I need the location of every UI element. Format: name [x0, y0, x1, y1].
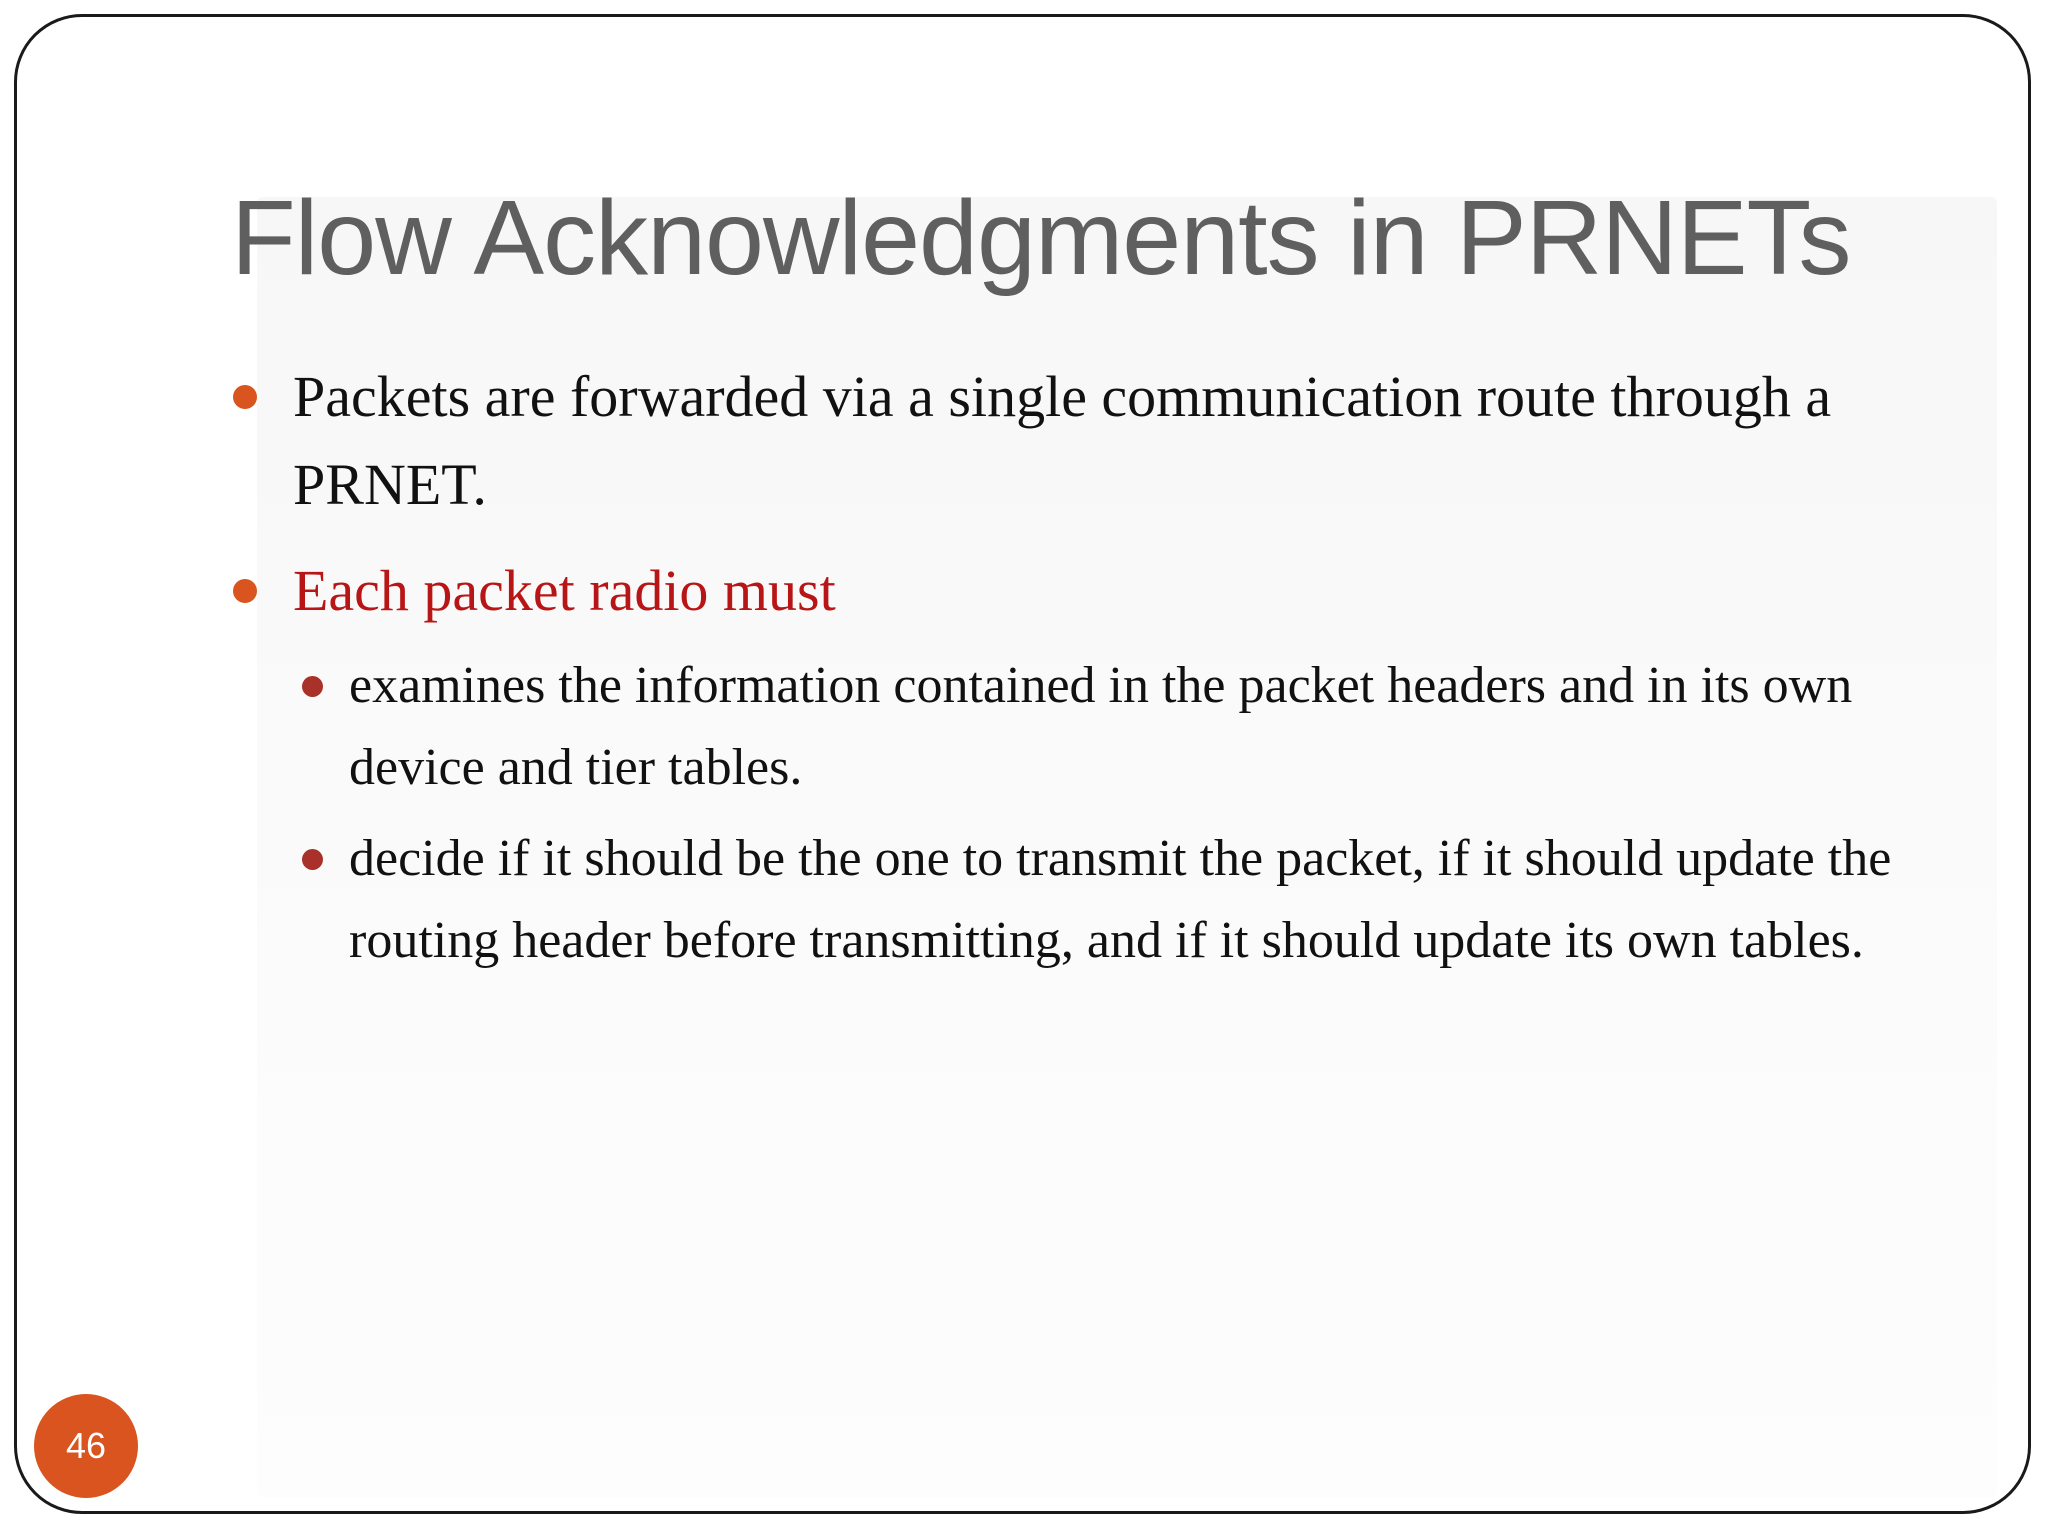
sub-bullet-item: [302, 645, 1962, 809]
sub-bullet-dot-icon: [302, 676, 323, 697]
slide-title: Flow Acknowledgments in PRNETs: [231, 179, 1851, 297]
bullet-item: [233, 353, 1933, 529]
sub-bullet-text: examines the information contained in the packet headers and in its own device and tier tables.: [349, 657, 1853, 796]
slide: [14, 14, 2031, 1514]
page-number-badge: 46: [34, 1394, 138, 1498]
bullet-text: Each packet radio must: [293, 558, 836, 623]
sub-bullet-item: [302, 818, 1962, 982]
sub-bullet-text: decide if it should be the one to transmit the packet, if it should update the routing header before transmitting, and if it should update its own tables.: [349, 830, 1892, 969]
bullet-dot-icon: [233, 579, 257, 603]
bullet-item: [233, 547, 1933, 635]
slide-body: [17, 17, 2028, 1511]
bullet-text: Packets are forwarded via a single communication route through a PRNET.: [293, 364, 1832, 517]
bullet-dot-icon: [233, 385, 257, 409]
sub-bullet-dot-icon: [302, 849, 323, 870]
